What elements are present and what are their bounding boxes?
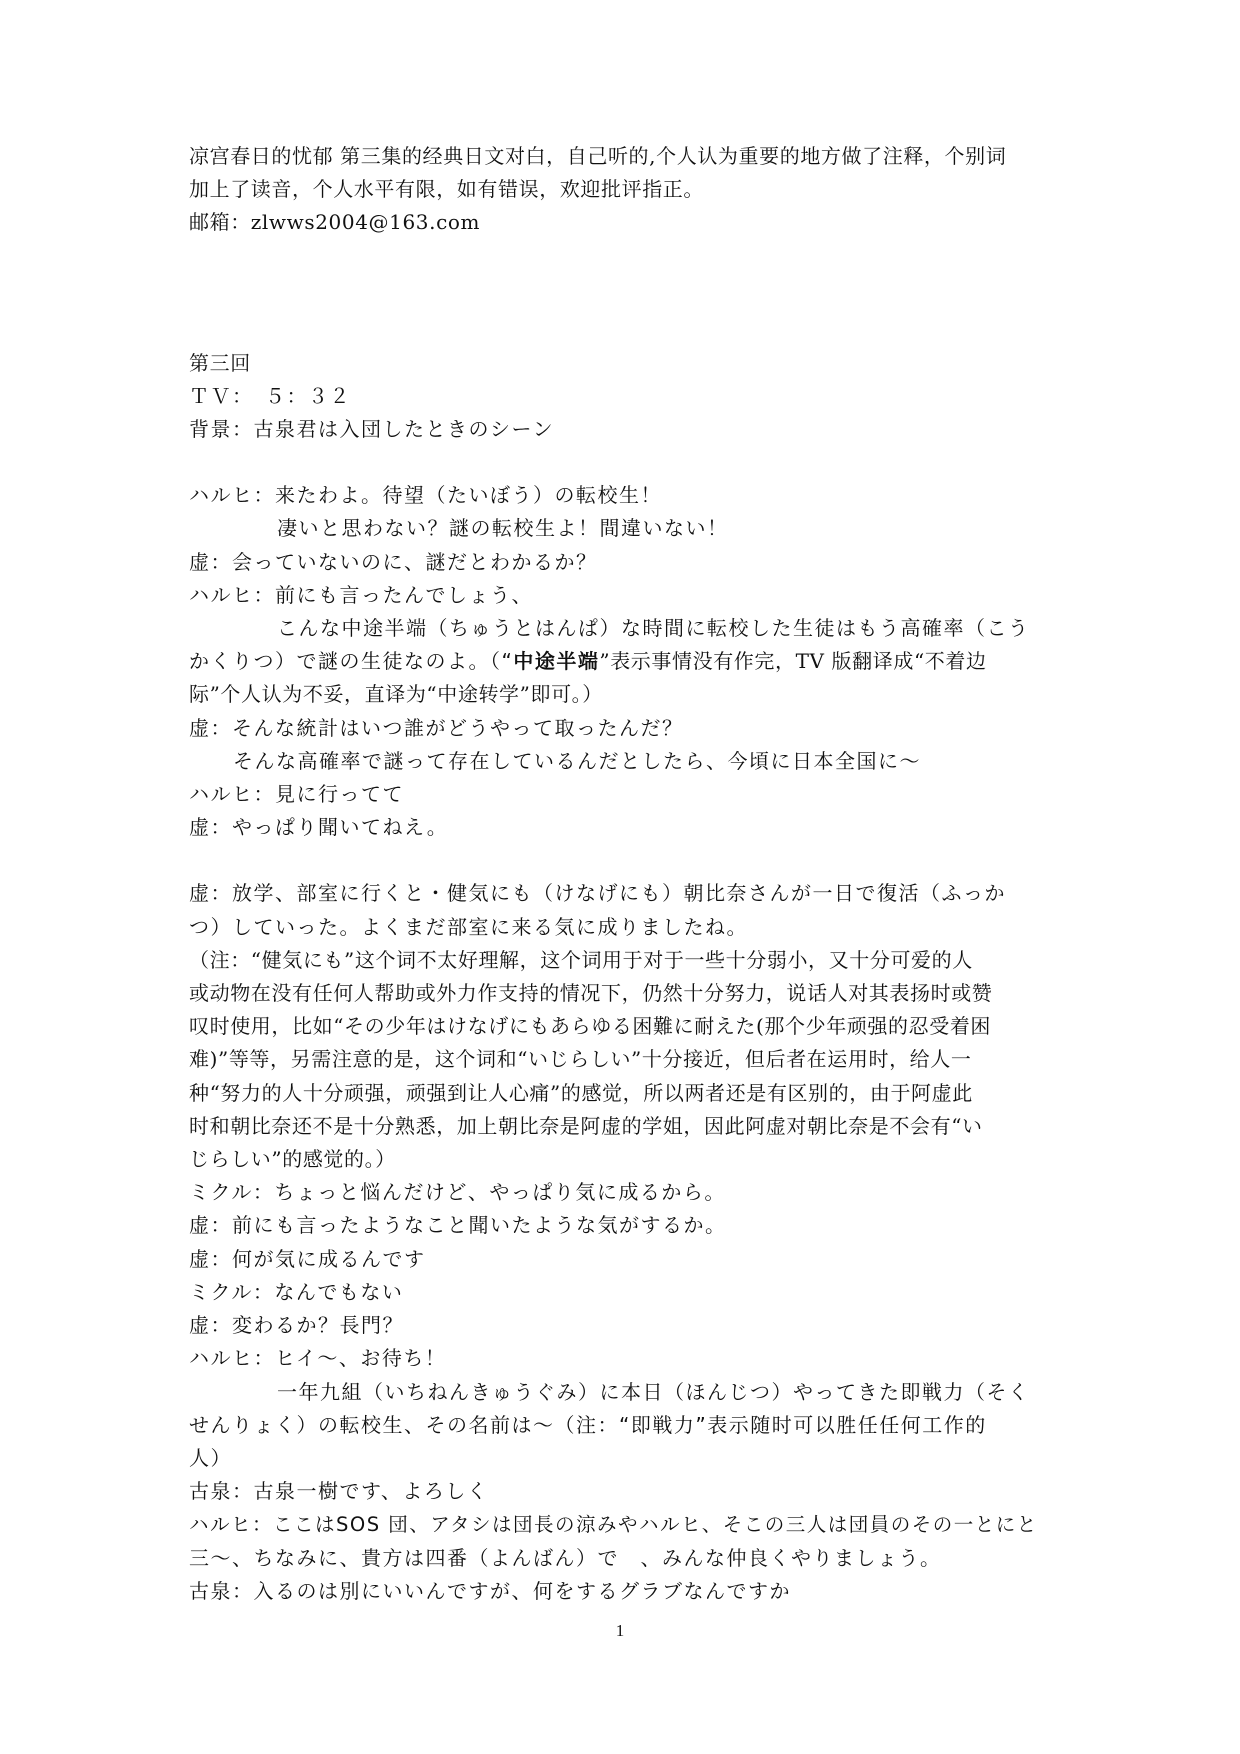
note-line: 难)”等等，另需注意的是，这个词和“いじらしい”十分接近，但后者在运用时，给人一 bbox=[189, 1047, 972, 1072]
dialogue-line: 虚：放学、部室に行くと・健気にも（けなげにも）朝比奈さんが一日で復活（ふっか bbox=[189, 881, 1006, 906]
email-line: 邮箱：zlwws2004@163.com bbox=[189, 210, 481, 235]
dialogue-line: 一年九組（いちねんきゅうぐみ）に本日（ほんじつ）やってきた即戦力（そく bbox=[277, 1379, 1030, 1404]
dialogue-line: 虚：何が気に成るんです bbox=[189, 1246, 426, 1271]
dialogue-line: ハルヒ：ここはSOS 団、アタシは団長の涼みやハルヒ、そこの三人は団員のその一とにと bbox=[189, 1513, 1038, 1537]
note-line: 际”个人认为不妥，直译为“中途转学”即可。） bbox=[189, 682, 603, 707]
dialogue-line: 虚：前にも言ったようなこと聞いたような気がするか。 bbox=[189, 1213, 727, 1238]
note-line: じらしい”的感觉的。） bbox=[189, 1147, 396, 1172]
dialogue-line: ハルヒ：見に行ってて bbox=[189, 782, 404, 807]
dialogue-line: こんな中途半端（ちゅうとはんぱ）な時間に転校した生徒はもう高確率（こう bbox=[277, 616, 1030, 641]
dialogue-line: 虚：会っていないのに、謎だとわかるか？ bbox=[189, 549, 598, 574]
dialogue-line: 虚：そんな統計はいつ誰がどうやって取ったんだ？ bbox=[189, 715, 684, 740]
dialogue-line: 古泉：古泉一樹です、よろしく bbox=[189, 1479, 489, 1504]
note-line: 叹时使用，比如“その少年はけなげにもあらゆる困難に耐えた(那个少年顽强的忍受着困 bbox=[189, 1014, 992, 1039]
dialogue-line: ハルヒ：前にも言ったんでしょう、 bbox=[189, 582, 533, 607]
document-body bbox=[189, 140, 1057, 1608]
note-line: 时和朝比奈还不是十分熟悉，加上朝比奈是阿虚的学姐，因此阿虚对朝比奈是不会有“い bbox=[189, 1113, 983, 1138]
intro-line-1: 凉宫春日的忧郁 第三集的经典日文对白，自己听的,个人认为重要的地方做了注释，个别词 bbox=[189, 144, 1007, 168]
dialogue-line: ミクル：なんでもない bbox=[189, 1279, 404, 1304]
dialogue-line: せんりょく）の転校生、その名前は～（注：“即戦力”表示随时可以胜任任何工作的 bbox=[189, 1412, 987, 1437]
dialogue-line: そんな高確率で謎って存在しているんだとしたら、今頃に日本全国に～ bbox=[233, 748, 921, 773]
dialogue-line: 古泉：入るのは別にいいんですが、何をするグラブなんですか bbox=[189, 1578, 791, 1603]
page-number: 1 bbox=[615, 1621, 625, 1640]
emphasis-term: 中途半端 bbox=[513, 649, 600, 674]
dialogue-line: ミクル：ちょっと悩んだけど、やっぱり気に成るから。 bbox=[189, 1180, 726, 1205]
scene-background: 背景：古泉君は入団したときのシーン bbox=[189, 417, 555, 442]
note-line: 种“努力的人十分顽强，顽强到让人心痛”的感觉，所以两者还是有区别的，由于阿虚此 bbox=[189, 1080, 973, 1105]
intro-line-2: 加上了读音，个人水平有限，如有错误，欢迎批评指正。 bbox=[189, 177, 704, 202]
dialogue-line: 虚：やっぱり聞いてねえ。 bbox=[189, 815, 449, 840]
dialogue-note: ”表示事情没有作完，TV 版翻译成“不着边 bbox=[599, 649, 987, 674]
dialogue-line: 虚：変わるか？長門？ bbox=[189, 1313, 404, 1338]
dialogue-line: 三～、ちなみに、貴方は四番（よんばん）で 、みんな仲良くやりましょう。 bbox=[189, 1545, 942, 1570]
dialogue-line: 人） bbox=[189, 1445, 232, 1470]
dialogue-line bbox=[189, 645, 1057, 678]
note-line: （注：“健気にも”这个词不太好理解，这个词用于对于一些十分弱小，又十分可爱的人 bbox=[189, 947, 973, 972]
dialogue-text: かくりつ）で謎の生徒なのよ。（“ bbox=[189, 649, 514, 674]
episode-title: 第三回 bbox=[189, 350, 251, 375]
dialogue-line: ハルヒ：来たわよ。待望（たいぼう）の転校生！ bbox=[189, 483, 662, 508]
dialogue-line: つ）していった。よくまだ部室に来る気に成りましたね。 bbox=[189, 914, 748, 939]
dialogue-line: 凄いと思わない？謎の転校生よ！間違いない！ bbox=[277, 516, 729, 541]
note-line: 或动物在没有任何人帮助或外力作支持的情况下，仍然十分努力，说话人对其表扬时或赞 bbox=[189, 981, 993, 1006]
dialogue-line: ハルヒ：ヒイ～、お待ち！ bbox=[189, 1346, 447, 1371]
tv-timestamp: ＴＶ： ５：３２ bbox=[189, 383, 351, 408]
